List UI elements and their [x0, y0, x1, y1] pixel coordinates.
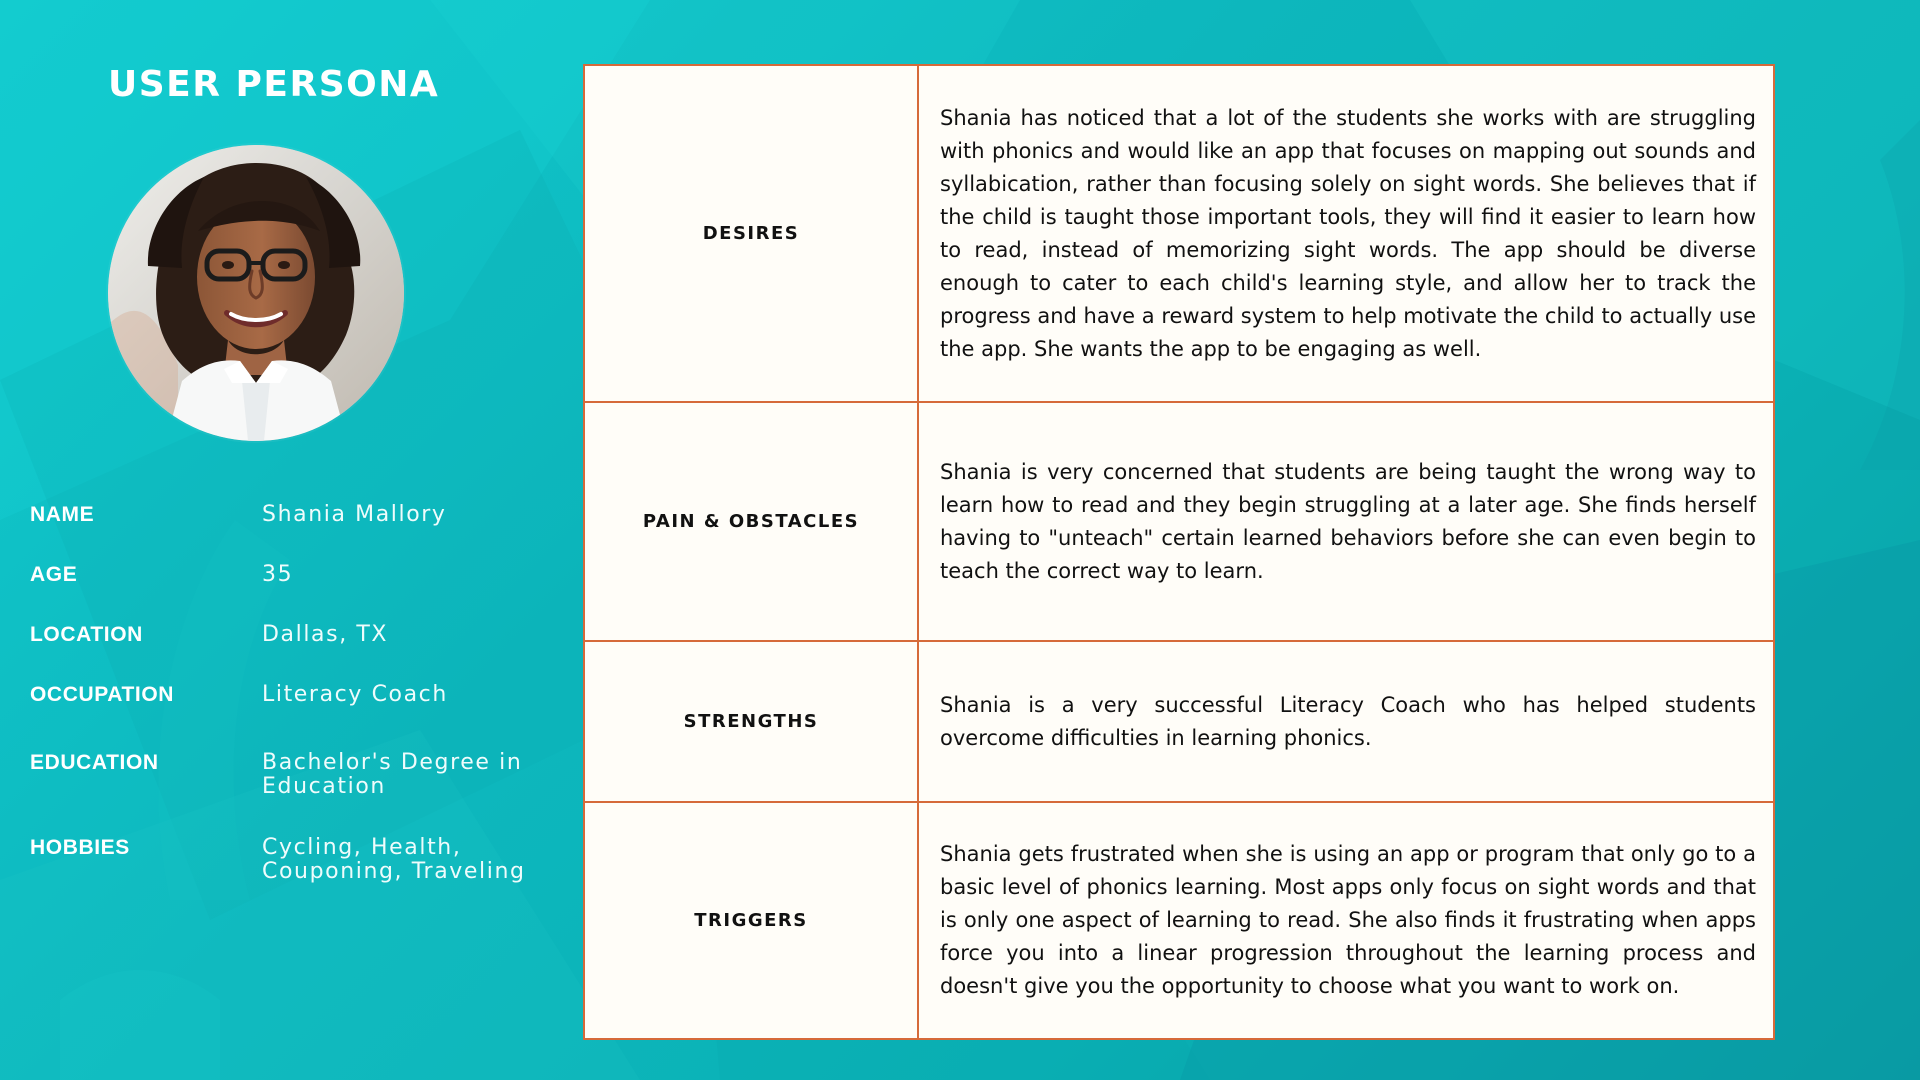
- strengths-text: Shania is a very successful Literacy Coach who has helped students overcome difficulties in learning phonics.: [940, 692, 1756, 750]
- table-row-triggers: [585, 803, 1773, 1038]
- persona-occupation-value: Literacy Coach: [262, 682, 448, 707]
- persona-age-value: 35: [262, 562, 294, 587]
- persona-location-row: [30, 623, 550, 663]
- table-label-desires: DESIRES: [585, 66, 919, 401]
- table-row-strengths: [585, 642, 1773, 803]
- persona-location-label: LOCATION: [30, 623, 143, 646]
- table-label-pain-obstacles: PAIN & OBSTACLES: [585, 403, 919, 640]
- persona-education-row: [30, 751, 550, 807]
- persona-hobbies-value: Cycling, Health, Couponing, Traveling: [262, 835, 526, 884]
- table-label-triggers: TRIGGERS: [585, 803, 919, 1038]
- pain-obstacles-text: Shania is very concerned that students are being taught the wrong way to learn how to read and they begin struggling at a later age. She finds herself having to "unteach" certain learned behaviors before she can even begin to teach the correct way to learn.: [940, 459, 1756, 583]
- persona-table: [583, 64, 1775, 1040]
- table-text-desires: [940, 66, 1756, 401]
- table-label-strengths: STRENGTHS: [585, 642, 919, 801]
- persona-hobbies-label: HOBBIES: [30, 836, 130, 859]
- desires-text: Shania has noticed that a lot of the students she works with are struggling with phonics and would like an app that focuses on mapping out sounds and syllabication, rather than focusing solely on sight words. She believes that if the child is taught those important tools, they will find it easier to learn how to read, instead of memorizing sight words. The app should be diverse enough to cater to each child's learning style, and allow her to track the progress and have a reward system to help motivate the child to actually use the app. She wants the app to be engaging as well.: [940, 105, 1756, 361]
- triggers-text: Shania gets frustrated when she is using an app or program that only go to a basic level of phonics learning. Most apps only focus on sight words and that is only one aspect of learning to read. She also finds it frustrating when apps force you into a linear progression throughout the learning process and doesn't give you the opportunity to choose what you want to work on.: [940, 842, 1756, 998]
- persona-age-label: AGE: [30, 563, 78, 586]
- persona-sidebar: [0, 0, 580, 1080]
- table-text-strengths: [940, 642, 1756, 801]
- persona-photo-icon: [108, 145, 404, 441]
- persona-name-label: NAME: [30, 503, 95, 526]
- table-text-triggers: [940, 803, 1756, 1038]
- persona-name-row: [30, 503, 550, 543]
- persona-age-row: [30, 563, 550, 603]
- persona-occupation-label: OCCUPATION: [30, 683, 175, 706]
- persona-occupation-row: [30, 683, 550, 723]
- persona-location-value: Dallas, TX: [262, 622, 389, 647]
- persona-education-label: EDUCATION: [30, 751, 159, 774]
- persona-education-value: Bachelor's Degree in Education: [262, 750, 523, 799]
- table-row-pain-obstacles: [585, 403, 1773, 642]
- persona-hobbies-row: [30, 836, 550, 892]
- page-title: USER PERSONA: [108, 64, 440, 105]
- table-text-pain-obstacles: [940, 403, 1756, 640]
- table-row-desires: [585, 66, 1773, 403]
- persona-name-value: Shania Mallory: [262, 502, 447, 527]
